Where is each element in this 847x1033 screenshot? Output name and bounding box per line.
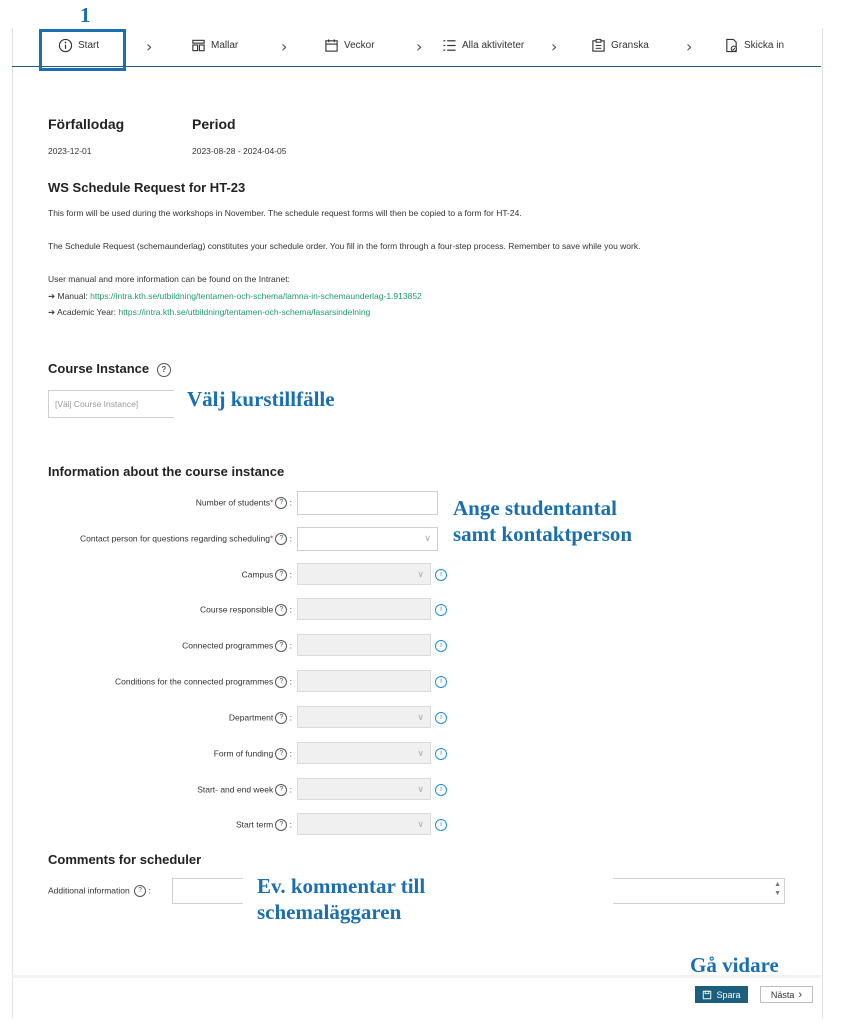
form-of-funding-label-text: Form of funding (213, 748, 274, 759)
chevron-down-icon: ∨ (424, 533, 431, 543)
next-button-label: Nästa (770, 989, 795, 1000)
callout-students-line1: Ange studentantal (453, 496, 617, 520)
step-alla-aktiviteter-label: Alla aktiviteter (462, 40, 525, 51)
academic-year-line (48, 307, 370, 318)
step-mallar[interactable] (191, 38, 238, 53)
help-icon[interactable]: ? (275, 497, 287, 509)
course-instance-placeholder: [Välj Course Instance] (55, 399, 139, 409)
info-circle-icon (58, 38, 73, 53)
info-icon[interactable]: i (435, 604, 447, 616)
step-skicka-in-label: Skicka in (744, 40, 785, 51)
save-button[interactable] (695, 986, 748, 1003)
start-end-week-select[interactable] (297, 778, 431, 800)
start-term-select[interactable] (297, 813, 431, 835)
field-label-campus: Campus ? : (241, 569, 292, 580)
info-icon[interactable]: i (435, 784, 447, 796)
callout-students-line2: samt kontaktperson (453, 522, 633, 546)
help-icon[interactable]: ? (275, 748, 287, 760)
step-alla-aktiviteter[interactable] (442, 38, 524, 53)
chevron-down-icon: ∨ (417, 748, 424, 758)
info-icon[interactable]: i (435, 640, 447, 652)
step-veckor[interactable] (324, 38, 375, 53)
course-instance-title (48, 361, 171, 377)
save-icon (702, 990, 712, 1000)
campus-select[interactable] (297, 563, 431, 585)
period-label: Period (192, 116, 236, 132)
start-term-label-text: Start term (235, 819, 274, 830)
intro-paragraph-2: The Schedule Request (schemaunderlag) constitutes your schedule order. You fill in the form through a four-step process. Remember to save while you work. (48, 241, 641, 251)
academic-year-link[interactable]: https://intra.kth.se/utbildning/tentamen-och-schema/lasarsindelning (118, 307, 371, 317)
help-icon[interactable]: ? (275, 712, 287, 724)
field-label-connected-programmes: Connected programmes ? : (182, 640, 292, 651)
number-of-students-label-text: Number of students (195, 497, 270, 508)
additional-info-label: Additional information ? : (48, 885, 151, 896)
course-responsible-field[interactable] (297, 598, 431, 620)
department-label-text: Department (228, 712, 274, 723)
required-mark: * (269, 533, 274, 544)
step-veckor-label: Veckor (344, 40, 375, 51)
help-icon[interactable]: ? (275, 569, 287, 581)
info-icon[interactable]: i (435, 676, 447, 688)
chevron-down-icon: ∨ (417, 819, 424, 829)
save-button-label: Spara (716, 989, 741, 1000)
intro-paragraph-3: User manual and more information can be found on the Intranet: (48, 274, 290, 284)
manual-line (48, 291, 422, 302)
step-skicka-in[interactable] (724, 38, 784, 53)
callout-step-number: 1 (80, 3, 91, 27)
template-icon (191, 38, 206, 53)
field-label-start-end-week: Start- and end week ? : (197, 784, 292, 795)
help-icon[interactable]: ? (275, 819, 287, 831)
course-responsible-label-text: Course responsible (200, 604, 274, 615)
chevron-down-icon: ∨ (417, 712, 424, 722)
callout-comment-line1: Ev. kommentar till (257, 874, 426, 898)
campus-label-text: Campus (241, 569, 274, 580)
step-granska-label: Granska (611, 40, 649, 51)
academic-year-prefix: ➔ Academic Year: (48, 307, 119, 317)
page-frame (12, 28, 823, 1018)
submit-document-icon (724, 38, 739, 53)
form-title: WS Schedule Request for HT-23 (48, 180, 246, 195)
start-end-week-label-text: Start- and end week (197, 784, 274, 795)
form-of-funding-select[interactable] (297, 742, 431, 764)
conditions-label-text: Conditions for the connected programmes (114, 676, 274, 687)
field-label-number-of-students: Number of students* ? : (195, 497, 292, 508)
chevron-right-icon: › (551, 37, 558, 56)
help-icon[interactable]: ? (275, 533, 287, 545)
manual-prefix: ➔ Manual: (48, 291, 91, 301)
field-label-conditions: Conditions for the connected programmes ? : (114, 676, 292, 687)
step-start-label: Start (78, 40, 100, 51)
field-label-start-term: Start term ? : (235, 819, 292, 830)
chevron-down-icon: ∨ (417, 569, 424, 579)
comments-title: Comments for scheduler (48, 852, 202, 867)
field-label-department: Department ? : (228, 712, 292, 723)
department-select[interactable] (297, 706, 431, 728)
step-mallar-label: Mallar (211, 40, 239, 51)
additional-info-label-text: Additional information (48, 885, 130, 896)
contact-person-label-text: Contact person for questions regarding scheduling (80, 533, 270, 544)
chevron-right-icon: › (281, 37, 288, 56)
manual-link[interactable]: https://intra.kth.se/utbildning/tentamen-och-schema/lamna-in-schemaunderlag-1.913852 (90, 291, 422, 301)
intro-paragraph-1: This form will be used during the workshops in November. The schedule request forms will then be copied to a form for HT-24. (48, 208, 522, 218)
contact-person-select[interactable] (297, 527, 438, 551)
chevron-right-icon: › (686, 37, 693, 56)
course-instance-title-text: Course Instance (48, 361, 150, 376)
callout-comment-line2: schemaläggaren (257, 900, 402, 924)
connected-programmes-field[interactable] (297, 634, 431, 656)
chevron-right-icon: › (798, 988, 803, 1001)
list-icon (442, 38, 457, 53)
chevron-down-icon: ∨ (417, 784, 424, 794)
info-icon[interactable]: i (435, 819, 447, 831)
field-label-form-of-funding: Form of funding ? : (213, 748, 292, 759)
period-value: 2023-08-28 - 2024-04-05 (192, 146, 287, 156)
conditions-field[interactable] (297, 670, 431, 692)
due-date-label: Förfallodag (48, 116, 125, 132)
help-icon[interactable]: ? (134, 885, 146, 897)
step-start[interactable] (58, 38, 99, 53)
calendar-icon (324, 38, 339, 53)
due-date-value: 2023-12-01 (48, 146, 92, 156)
info-icon[interactable]: i (435, 569, 447, 581)
field-label-contact-person: Contact person for questions regarding scheduling* ? : (80, 533, 292, 544)
number-of-students-input[interactable] (297, 491, 438, 515)
field-label-course-responsible: Course responsible ? : (200, 604, 292, 615)
course-instance-select[interactable] (48, 390, 174, 418)
help-icon[interactable]: ? (275, 604, 287, 616)
next-button[interactable] (760, 986, 813, 1003)
info-icon[interactable]: i (435, 748, 447, 760)
chevron-right-icon: › (416, 37, 423, 56)
callout-course-instance: Välj kurstillfälle (187, 387, 335, 411)
help-icon[interactable]: ? (275, 676, 287, 688)
chevron-right-icon: › (146, 37, 153, 56)
info-section-title: Information about the course instance (48, 464, 285, 479)
help-icon[interactable]: ? (275, 784, 287, 796)
help-icon[interactable]: ? (157, 363, 171, 377)
help-icon[interactable]: ? (275, 640, 287, 652)
info-icon[interactable]: i (435, 712, 447, 724)
review-icon (591, 38, 606, 53)
callout-next: Gå vidare (690, 953, 779, 977)
step-granska[interactable] (591, 38, 649, 53)
resize-stepper-icon[interactable]: ▲ ▼ (774, 881, 781, 897)
required-mark: * (269, 497, 274, 508)
connected-programmes-label-text: Connected programmes (182, 640, 274, 651)
